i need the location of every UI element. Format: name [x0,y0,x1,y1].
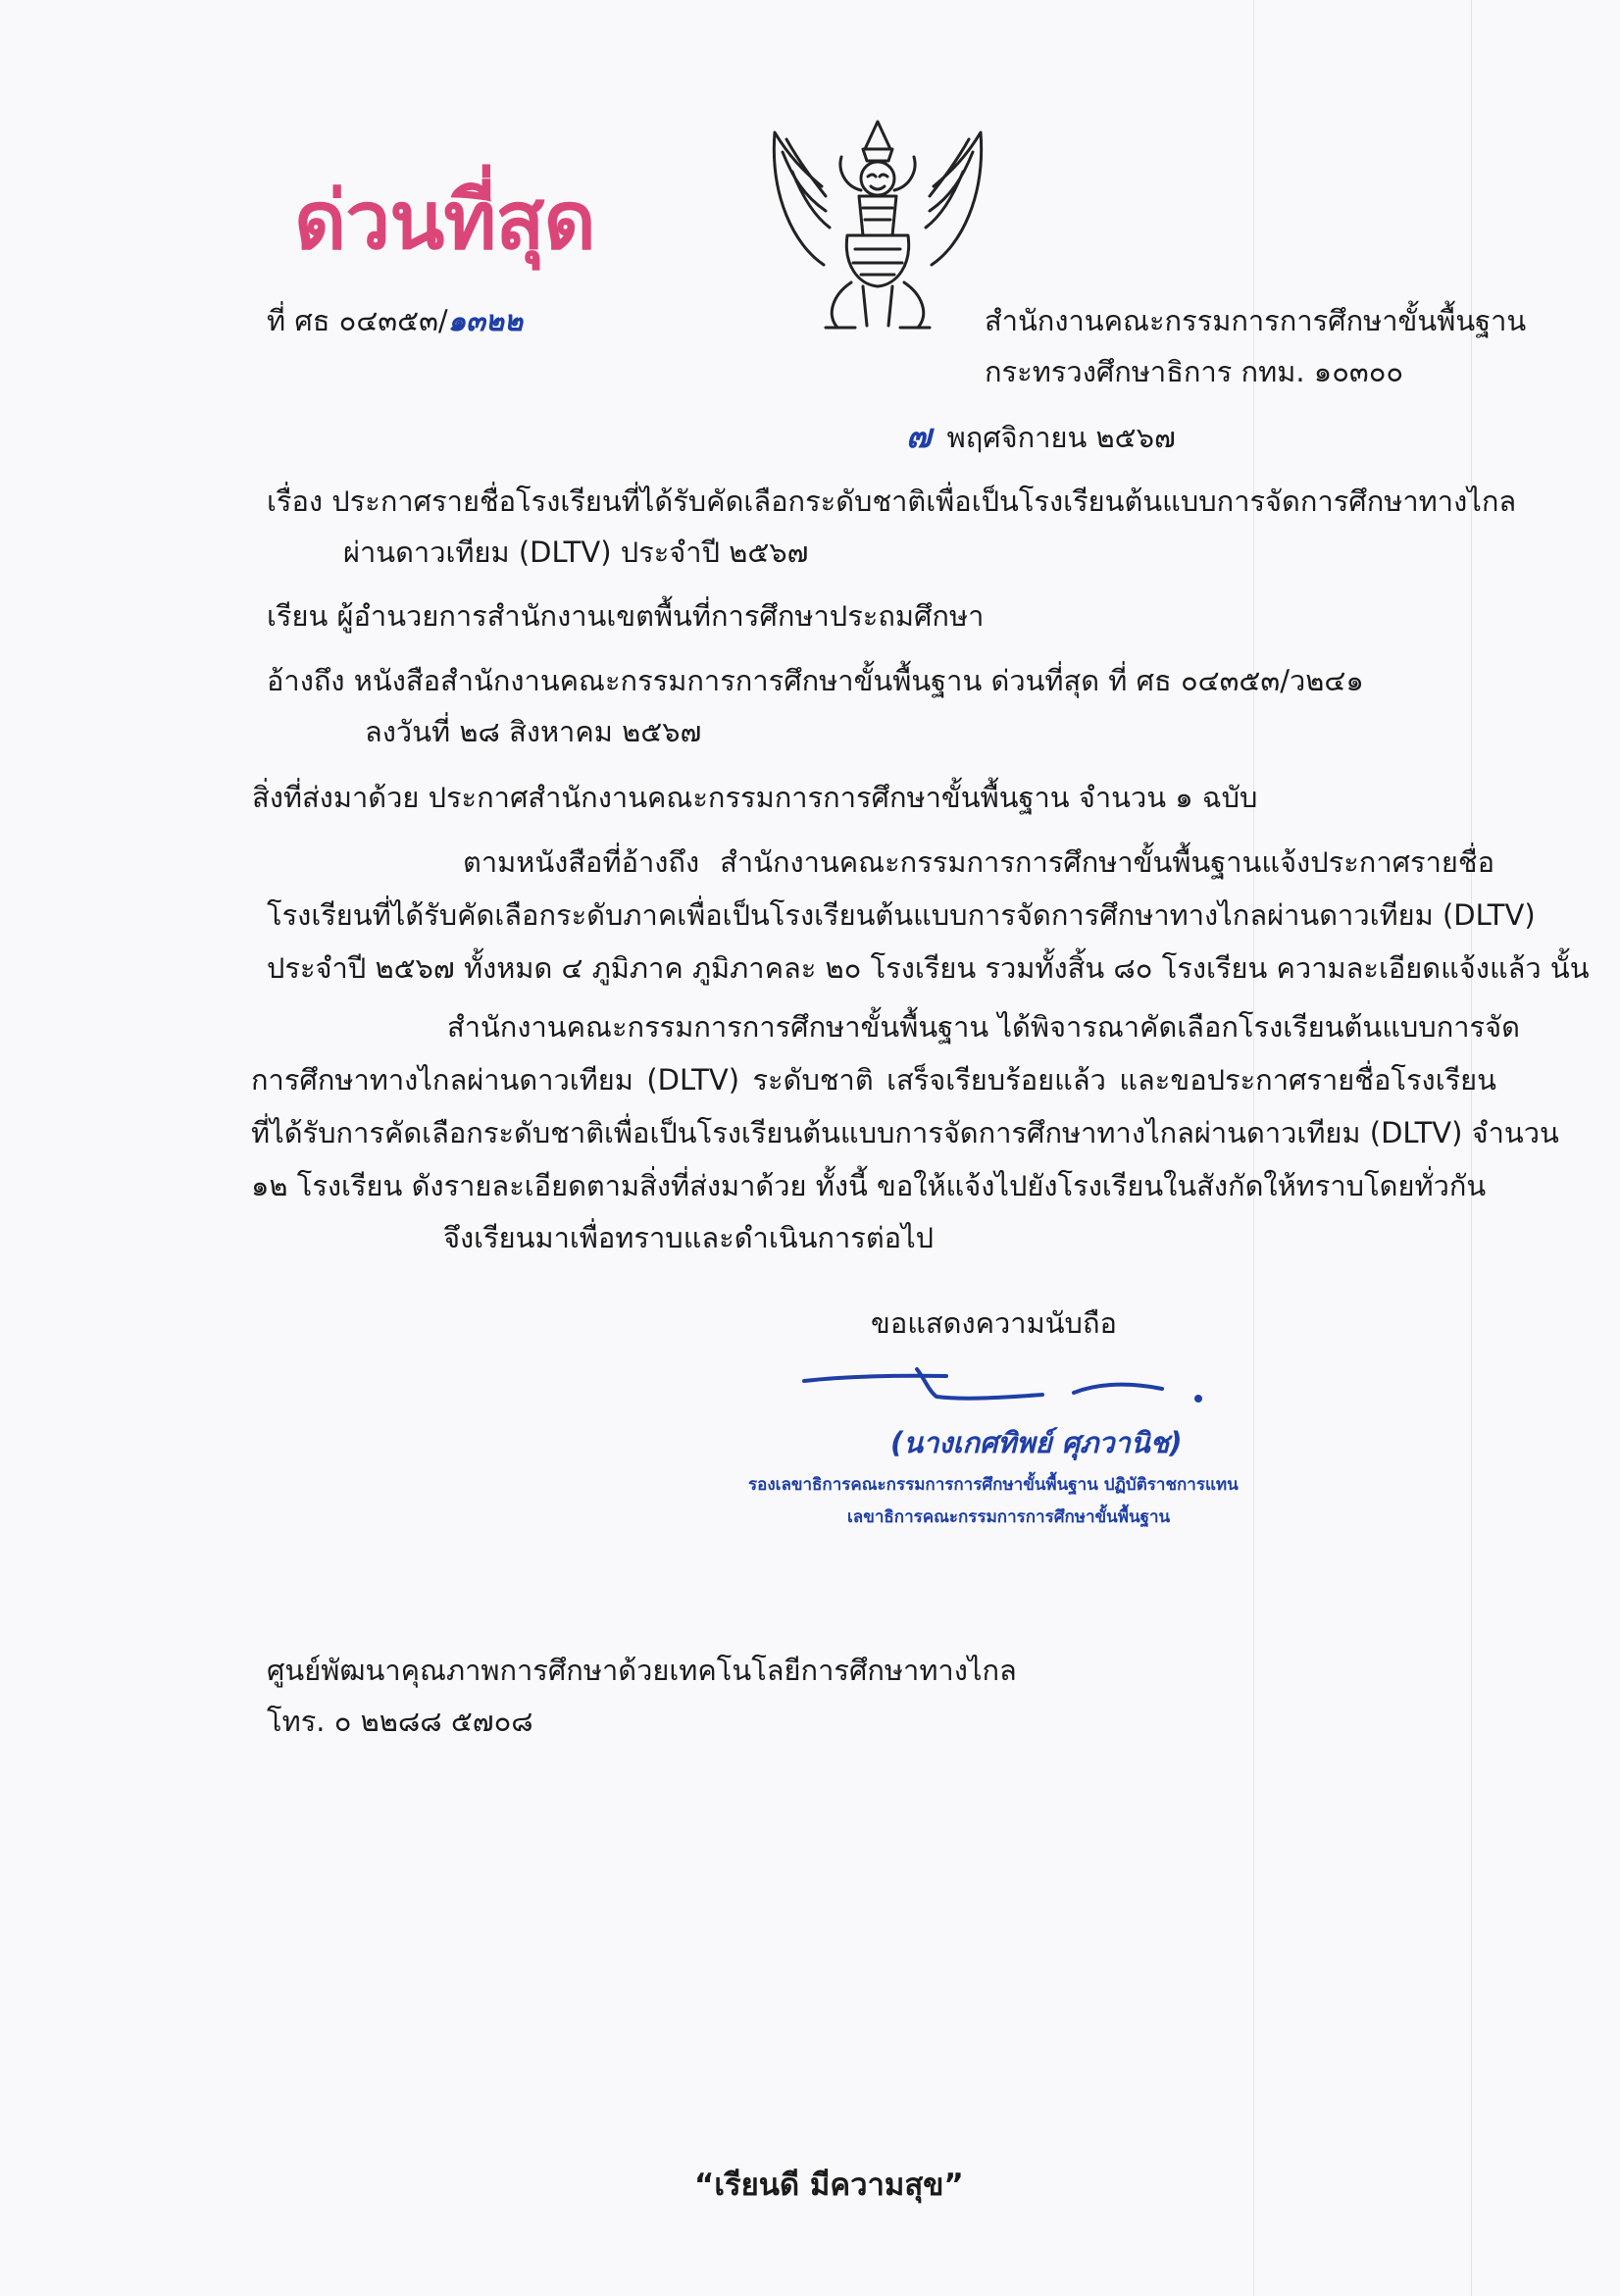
contact-phone: โทร. ๐ ๒๒๘๘ ๕๗๐๘ [267,1705,533,1738]
document-number-handwritten: ๑๓๒๒ [447,304,524,337]
paragraph-line: ที่ได้รับการคัดเลือกระดับชาติเพื่อเป็นโรงเรียนต้นแบบการจัดการศึกษาทางไกลผ่านดาวเทียม (DLTV) จำนวน [251,1116,1559,1149]
handwritten-signature [799,1359,1211,1408]
issuing-office: สำนักงานคณะกรรมการการศึกษาขั้นพื้นฐาน [985,304,1527,337]
enclosure: สิ่งที่ส่งมาด้วย ประกาศสำนักงานคณะกรรมการการศึกษาขั้นพื้นฐาน จำนวน ๑ ฉบับ [252,781,1258,814]
subject-line: เรื่อง ประกาศรายชื่อโรงเรียนที่ได้รับคัดเลือกระดับชาติเพื่อเป็นโรงเรียนต้นแบบการจัดการศึกษาทางไกล [267,485,1517,518]
garuda-emblem-icon [765,118,990,338]
closing-sentence: จึงเรียนมาเพื่อทราบและดำเนินการต่อไป [443,1221,935,1254]
date-day-handwritten: ๗ [906,417,932,456]
contact-department: ศูนย์พัฒนาคุณภาพการศึกษาด้วยเทคโนโลยีการศึกษาทางไกล [267,1654,1017,1687]
recipient: เรียน ผู้อำนวยการสำนักงานเขตพื้นที่การศึกษาประถมศึกษา [267,599,985,633]
document-number-prefix: ที่ ศธ ๐๔๓๕๓/ [267,304,448,337]
reference-date: ลงวันที่ ๒๘ สิงหาคม ๒๕๖๗ [365,715,702,748]
paragraph-line: ตามหนังสือที่อ้างถึง สำนักงานคณะกรรมการการศึกษาขั้นพื้นฐานแจ้งประกาศรายชื่อ [463,845,1494,879]
complimentary-close: ขอแสดงความนับถือ [871,1306,1117,1340]
body-paragraph-2 [251,1000,1559,1212]
signer-position: รองเลขาธิการคณะกรรมการการศึกษาขั้นพื้นฐาน ปฏิบัติราชการแทน [748,1475,1239,1495]
paragraph-line: ประจำปี ๒๕๖๗ ทั้งหมด ๔ ภูมิภาค ภูมิภาคละ ๒๐ โรงเรียน รวมทั้งสิ้น ๘๐ โรงเรียน ความละเอียดแจ้งแล้ว นั้น [267,951,1590,985]
paragraph-line: สำนักงานคณะกรรมการการศึกษาขั้นพื้นฐาน ได้พิจารณาคัดเลือกโรงเรียนต้นแบบการจัด [447,1010,1520,1044]
issuing-office-address: กระทรวงศึกษาธิการ กทม. ๑๐๓๐๐ [985,355,1404,388]
document-number [267,294,523,347]
subject-line-continued: ผ่านดาวเทียม (DLTV) ประจำปี ๒๕๖๗ [343,536,809,569]
paragraph-line: การศึกษาทางไกลผ่านดาวเทียม (DLTV) ระดับชาติ เสร็จเรียบร้อยแล้ว และขอประกาศรายชื่อโรงเรียน [251,1063,1496,1097]
body-paragraph-1 [267,836,1590,995]
letter-date [906,410,1176,464]
reference-line: อ้างถึง หนังสือสำนักงานคณะกรรมการการศึกษาขั้นพื้นฐาน ด่วนที่สุด ที่ ศธ ๐๔๓๕๓/ว๒๔๑ [267,664,1364,697]
signer-name: (นางเกศทิพย์ ศุภวานิช) [890,1426,1183,1459]
signer-position-continued: เลขาธิการคณะกรรมการการศึกษาขั้นพื้นฐาน [847,1507,1171,1527]
motto: “เรียนดี มีความสุข” [694,2168,964,2203]
paragraph-line: โรงเรียนที่ได้รับคัดเลือกระดับภาคเพื่อเป็นโรงเรียนต้นแบบการจัดการศึกษาทางไกลผ่านดาวเทียม (DLTV) [267,898,1536,932]
date-month-year: พฤศจิกายน ๒๕๖๗ [946,421,1176,454]
urgent-stamp: ด่วนที่สุด [294,175,595,268]
paragraph-line: ๑๒ โรงเรียน ดังรายละเอียดตามสิ่งที่ส่งมาด้วย ทั้งนี้ ขอให้แจ้งไปยังโรงเรียนในสังกัดให้ทราบโดยทั่วกัน [251,1169,1487,1202]
